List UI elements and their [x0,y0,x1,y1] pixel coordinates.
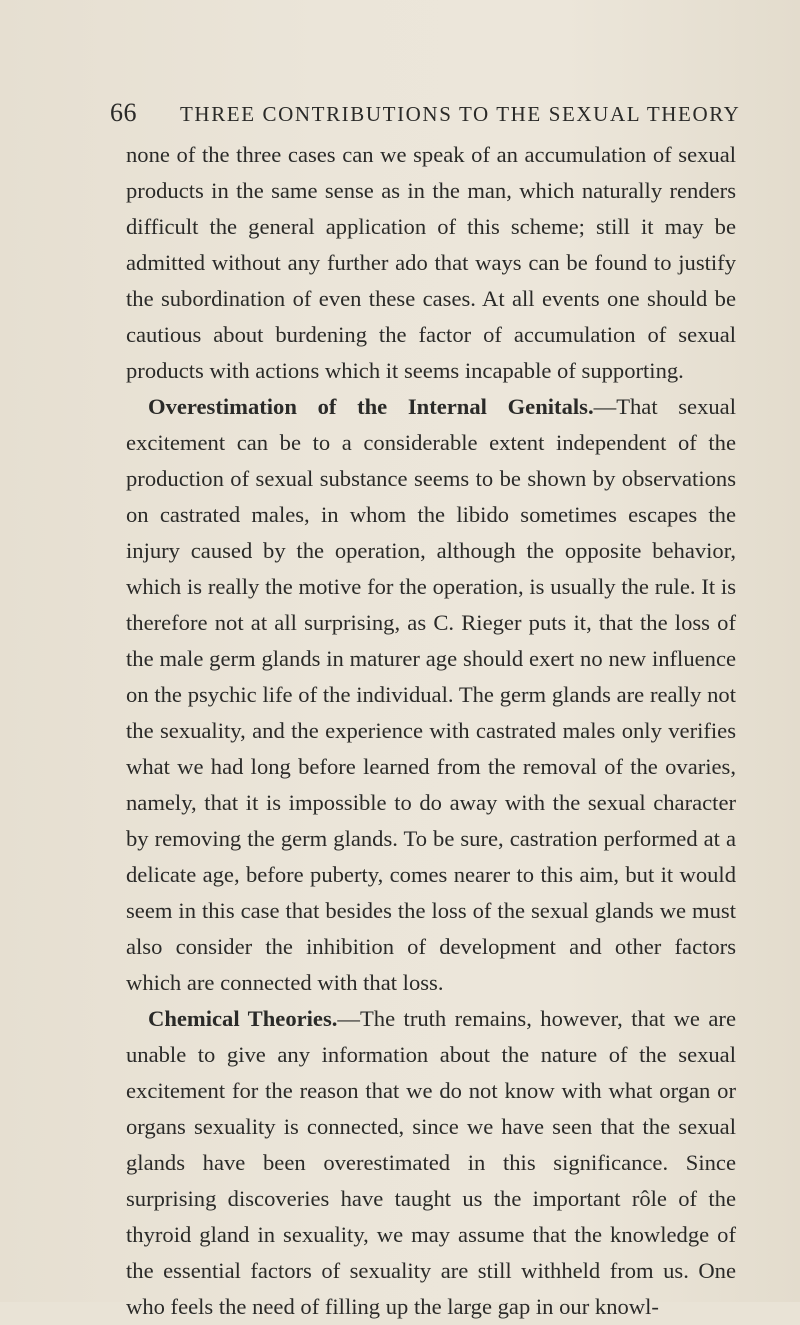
paragraph-chemical-theories [126,1001,736,1325]
section-heading: Overestimation of the Internal Genitals. [148,394,594,419]
section-heading: Chemical Theories. [148,1006,338,1031]
running-head [110,98,750,138]
paragraph-continuation [126,137,736,389]
paragraph-overestimation [126,389,736,1001]
paragraph-text: none of the three cases can we speak of an accumulation of sexual products in the same sense as in the man, which naturally renders difficult the general application of this scheme; still it may be admitted without any further ado that ways can be found to justify the subordination of even these cases. At all events one should be cautious about burdening the factor of accumulation of sexual products with actions which it seems incapable of supporting. [126,142,736,383]
body-text [126,137,736,1325]
paragraph-text: —The truth remains, however, that we are unable to give any information about the nature of the sexual excitement for the reason that we do not know with what organ or organs sexuality is connected, since we have seen that the sexual glands have been overestimated in this significance. Since surprising discoveries have taught us the important rôle of the thyroid gland in sexuality, we may assume that the knowledge of the essential factors of sexuality are still withheld from us. One who feels the need of filling up the large gap in our knowl- [126,1006,736,1319]
paragraph-text: —That sexual excitement can be to a considerable extent independent of the production of sexual substance seems to be shown by observations on castrated males, in whom the libido sometimes escapes the injury caused by the operation, although the opposite behavior, which is really the motive for the operation, is usually the rule. It is therefore not at all surprising, as C. Rieger puts it, that the loss of the male germ glands in maturer age should exert no new influence on the psychic life of the individual. The germ glands are really not the sexuality, and the experience with castrated males only verifies what we had long before learned from the removal of the ovaries, namely, that it is impossible to do away with the sexual character by removing the germ glands. To be sure, castration performed at a delicate age, before puberty, comes nearer to this aim, but it would seem in this case that besides the loss of the sexual glands we must also consider the inhibition of development and other factors which are connected with that loss. [126,394,736,995]
page-number: 66 [110,98,137,127]
running-title: THREE CONTRIBUTIONS TO THE SEXUAL THEORY [180,102,741,126]
